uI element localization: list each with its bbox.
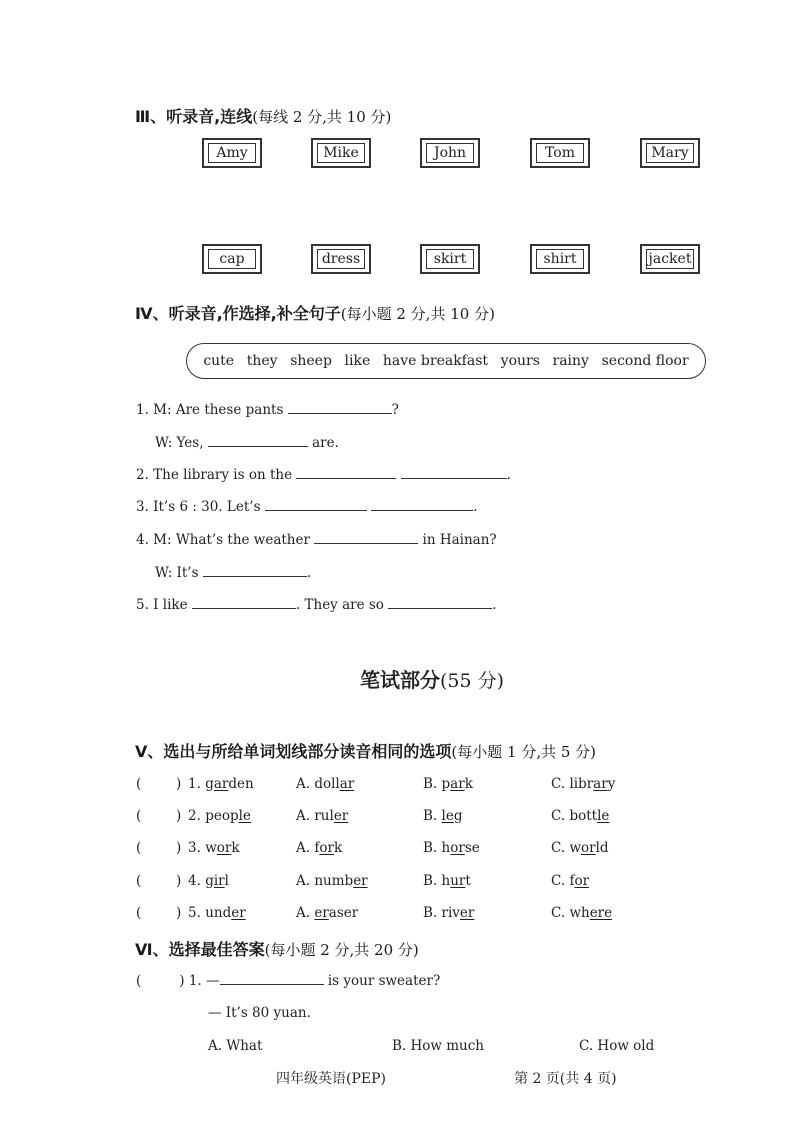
option-word-part: aser bbox=[328, 905, 359, 921]
option-word-part: p bbox=[441, 776, 451, 792]
option-word-part: y bbox=[607, 776, 616, 792]
s5-option-b[interactable] bbox=[423, 873, 471, 889]
option-word bbox=[442, 905, 475, 921]
option-word bbox=[314, 905, 358, 921]
option-label: B. bbox=[423, 873, 438, 889]
option-label: A. bbox=[296, 873, 311, 889]
option-word-part: t bbox=[465, 873, 471, 889]
name-box-john[interactable]: John bbox=[420, 138, 480, 168]
answer-blank[interactable] bbox=[401, 467, 507, 479]
option-word bbox=[442, 873, 471, 889]
name-box-amy[interactable]: Amy bbox=[202, 138, 262, 168]
s5-option-a[interactable] bbox=[296, 808, 348, 824]
option-word bbox=[314, 840, 342, 856]
option-word-underlined: er bbox=[353, 873, 368, 889]
option-word bbox=[442, 840, 480, 856]
s5-option-b[interactable] bbox=[423, 840, 480, 856]
question-number: 3. bbox=[188, 840, 201, 856]
paren-close: ) bbox=[176, 840, 182, 856]
s6-option-b: B. How much bbox=[392, 1038, 485, 1054]
paren-close: ) bbox=[176, 905, 182, 921]
option-word-part: w bbox=[569, 840, 581, 856]
answer-blank[interactable] bbox=[288, 402, 392, 414]
paren-open: ( bbox=[136, 808, 142, 824]
clothes-box-skirt[interactable]: skirt bbox=[420, 244, 480, 274]
option-word-underlined: ur bbox=[450, 873, 466, 889]
written-part-heading: 笔试部分(55 分) bbox=[360, 668, 505, 692]
given-word bbox=[205, 776, 254, 792]
answer-blank[interactable] bbox=[192, 597, 296, 609]
paren-open: ( bbox=[136, 905, 142, 921]
given-word-part: und bbox=[205, 905, 232, 921]
s4-question-1a: 1. M: Are these pants ? bbox=[136, 402, 399, 418]
answer-blank[interactable] bbox=[314, 532, 418, 544]
s5-question-word bbox=[188, 776, 254, 792]
option-word-underlined: or bbox=[574, 873, 590, 889]
s5-option-b[interactable] bbox=[423, 808, 462, 824]
given-word-part: k bbox=[231, 840, 240, 856]
s5-question-word bbox=[188, 873, 229, 889]
option-word-part: numb bbox=[314, 873, 354, 889]
footer-page-number: 第 2 页(共 4 页) bbox=[514, 1071, 617, 1087]
s5-option-a[interactable] bbox=[296, 905, 358, 921]
paren-close: ) bbox=[176, 776, 182, 792]
given-word bbox=[205, 873, 229, 889]
given-word-underlined: ar bbox=[213, 776, 229, 792]
given-word bbox=[205, 905, 245, 921]
word-bank-item: rainy bbox=[552, 353, 589, 369]
question-number: 1. bbox=[188, 776, 201, 792]
option-word bbox=[569, 873, 589, 889]
option-label: A. bbox=[296, 808, 311, 824]
option-word bbox=[569, 905, 612, 921]
s6-question-1-answer: — It’s 80 yuan. bbox=[208, 1005, 311, 1021]
name-box-mike[interactable]: Mike bbox=[311, 138, 371, 168]
option-word-underlined: or bbox=[581, 840, 596, 856]
option-label: A. bbox=[296, 776, 311, 792]
answer-paren[interactable] bbox=[136, 776, 141, 792]
option-word-underlined: er bbox=[459, 905, 475, 921]
option-word-part: wh bbox=[569, 905, 590, 921]
option-word-underlined: or bbox=[450, 840, 465, 856]
s5-question-word bbox=[188, 808, 251, 824]
s6-option-a: A. What bbox=[208, 1038, 263, 1054]
word-bank-item: cute bbox=[203, 353, 235, 369]
option-word-part: f bbox=[569, 873, 575, 889]
answer-blank[interactable] bbox=[296, 467, 396, 479]
s5-option-c[interactable] bbox=[551, 873, 589, 889]
option-word-underlined: ar bbox=[593, 776, 608, 792]
footer-subject: 四年级英语(PEP) bbox=[276, 1071, 386, 1087]
s6-question-1: ( ) 1. — is your sweater? bbox=[136, 973, 441, 989]
clothes-box-cap[interactable]: cap bbox=[202, 244, 262, 274]
section6-title: Ⅵ、选择最佳答案(每小题 2 分,共 20 分) bbox=[135, 940, 419, 959]
clothes-box-dress[interactable]: dress bbox=[311, 244, 371, 274]
clothes-box-shirt[interactable]: shirt bbox=[530, 244, 590, 274]
paren-open: ( bbox=[136, 873, 142, 889]
option-word-part: doll bbox=[314, 776, 340, 792]
option-label: B. bbox=[423, 905, 438, 921]
option-word-underlined: le bbox=[441, 808, 454, 824]
option-label: C. bbox=[551, 905, 566, 921]
option-label: C. bbox=[551, 873, 566, 889]
option-word-underlined: ar bbox=[339, 776, 355, 792]
option-word-part: ld bbox=[595, 840, 609, 856]
option-label: A. bbox=[296, 905, 311, 921]
s6-option-c: C. How old bbox=[579, 1038, 655, 1054]
s5-question-word bbox=[188, 905, 246, 921]
option-word-part: k bbox=[333, 840, 343, 856]
s4-question-1b: W: Yes, are. bbox=[155, 435, 339, 451]
given-word-part: g bbox=[205, 776, 214, 792]
given-word-underlined: er bbox=[231, 905, 246, 921]
option-label: B. bbox=[423, 808, 438, 824]
paren-close: ) bbox=[176, 873, 182, 889]
s5-option-b[interactable] bbox=[423, 776, 473, 792]
answer-blank[interactable] bbox=[371, 499, 473, 511]
s4-question-4a: 4. M: What’s the weather in Hainan? bbox=[136, 532, 497, 548]
option-word-part: rul bbox=[314, 808, 334, 824]
option-word-underlined: er bbox=[314, 905, 329, 921]
answer-paren[interactable] bbox=[136, 840, 141, 856]
option-word-part: h bbox=[441, 840, 451, 856]
option-word-underlined: er bbox=[333, 808, 349, 824]
s5-option-b[interactable] bbox=[423, 905, 474, 921]
s5-option-a[interactable] bbox=[296, 873, 368, 889]
name-box-mary[interactable]: Mary bbox=[640, 138, 700, 168]
option-word bbox=[442, 776, 473, 792]
given-word-part: w bbox=[205, 840, 217, 856]
answer-blank[interactable] bbox=[220, 973, 324, 985]
answer-paren-space[interactable] bbox=[141, 974, 179, 985]
option-word-underlined: le bbox=[597, 808, 610, 824]
section3-title: Ⅲ、听录音,连线(每线 2 分,共 10 分) bbox=[135, 107, 392, 126]
s5-option-c[interactable] bbox=[551, 840, 609, 856]
option-word bbox=[569, 840, 608, 856]
option-word-part: h bbox=[441, 873, 451, 889]
option-word-underlined: ar bbox=[450, 776, 465, 792]
s5-question-word bbox=[188, 840, 240, 856]
option-word bbox=[442, 808, 463, 824]
option-label: C. bbox=[551, 808, 566, 824]
s5-option-c[interactable] bbox=[551, 905, 612, 921]
clothes-box-jacket[interactable]: jacket bbox=[640, 244, 700, 274]
name-box-tom[interactable]: Tom bbox=[530, 138, 590, 168]
answer-paren[interactable] bbox=[136, 905, 141, 921]
option-word-part: riv bbox=[441, 905, 460, 921]
given-word bbox=[205, 808, 251, 824]
option-word bbox=[314, 808, 348, 824]
option-word bbox=[569, 776, 615, 792]
option-label: C. bbox=[551, 776, 566, 792]
option-word-part: bott bbox=[569, 808, 598, 824]
word-bank-item: have breakfast bbox=[382, 353, 489, 369]
given-word-part: den bbox=[228, 776, 254, 792]
option-word-part: k bbox=[464, 776, 473, 792]
given-word-underlined: le bbox=[238, 808, 251, 824]
option-word-part: f bbox=[314, 840, 320, 856]
s5-option-c[interactable] bbox=[551, 808, 609, 824]
paren-close: ) bbox=[176, 808, 182, 824]
word-bank-item: like bbox=[344, 353, 371, 369]
given-word-part: g bbox=[205, 873, 214, 889]
given-word-part: peop bbox=[205, 808, 239, 824]
given-word-underlined: or bbox=[216, 840, 232, 856]
option-word-underlined: or bbox=[319, 840, 334, 856]
s4-question-2: 2. The library is on the . bbox=[136, 467, 511, 483]
option-label: C. bbox=[551, 840, 566, 856]
option-label: A. bbox=[296, 840, 311, 856]
given-word bbox=[205, 840, 239, 856]
paren-open: ( bbox=[136, 840, 142, 856]
answer-paren[interactable] bbox=[136, 808, 141, 824]
s4-question-3: 3. It’s 6 : 30. Let’s . bbox=[136, 499, 478, 515]
question-number: 4. bbox=[188, 873, 201, 889]
s5-option-a[interactable] bbox=[296, 776, 354, 792]
s4-question-5: 5. I like . They are so . bbox=[136, 597, 497, 613]
answer-paren[interactable] bbox=[136, 873, 141, 889]
option-label: B. bbox=[423, 840, 438, 856]
option-word bbox=[314, 776, 354, 792]
paren-open: ( bbox=[136, 776, 142, 792]
option-word-underlined: ere bbox=[589, 905, 613, 921]
section5-title: Ⅴ、选出与所给单词划线部分读音相同的选项(每小题 1 分,共 5 分) bbox=[135, 742, 597, 761]
s5-option-c[interactable] bbox=[551, 776, 615, 792]
option-label: B. bbox=[423, 776, 438, 792]
question-number: 2. bbox=[188, 808, 201, 824]
word-bank-item: they bbox=[246, 353, 278, 369]
answer-blank[interactable] bbox=[208, 435, 308, 447]
option-word-part: g bbox=[453, 808, 463, 824]
s4-question-4b: W: It’s . bbox=[155, 565, 312, 581]
given-word-underlined: ir bbox=[213, 873, 225, 889]
s5-option-a[interactable] bbox=[296, 840, 342, 856]
answer-blank[interactable] bbox=[265, 499, 367, 511]
word-bank-item: sheep bbox=[290, 353, 332, 369]
question-number: 5. bbox=[188, 905, 201, 921]
word-bank bbox=[186, 343, 706, 379]
given-word-part: l bbox=[224, 873, 229, 889]
section4-title: Ⅳ、听录音,作选择,补全句子(每小题 2 分,共 10 分) bbox=[135, 304, 495, 323]
option-word bbox=[569, 808, 609, 824]
word-bank-item: second floor bbox=[601, 353, 689, 369]
option-word-part: se bbox=[464, 840, 480, 856]
answer-blank[interactable] bbox=[388, 597, 492, 609]
option-word bbox=[314, 873, 367, 889]
word-bank-item: yours bbox=[500, 353, 540, 369]
option-word-part: libr bbox=[569, 776, 594, 792]
answer-blank[interactable] bbox=[203, 565, 307, 577]
